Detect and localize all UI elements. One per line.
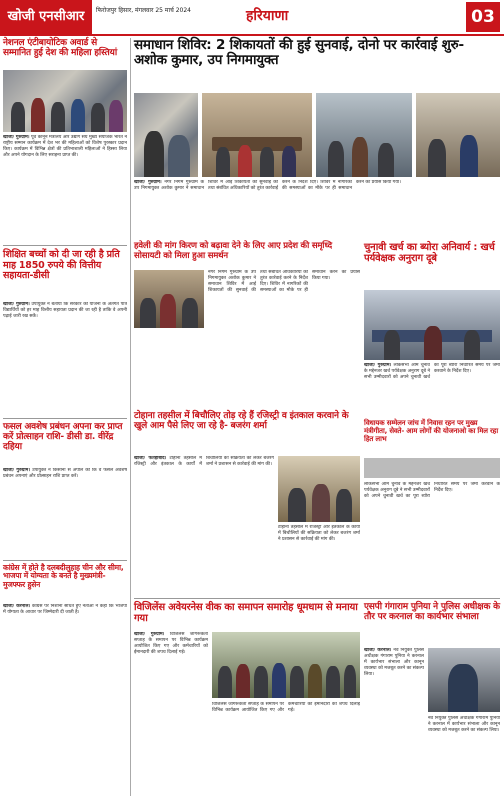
story-10-body-2: विजिलेंस जागरूकता सप्ताह के समापन पर विभिन्न कार्यक्रम आयोजित किए गए और कर्मचारियों को ईमानदारी की शपथ दिलाई गई। xyxy=(212,702,360,714)
story-8-headline: फसल अवशेष प्रबंधन अपना कर प्राप्त करें प्रोत्साहन राशि- डीसी डा. वीरेंद्र दहिया xyxy=(3,422,123,453)
story-5-body: खोजी/ गुरुग्राम। लोकसभा आम चुनाव के मद्देनजर खर्च पर्यवेक्षक अनुराग दूबे ने सभी उम्मीदवारों को अपने चुनावी खर्च का पूरा ब्योरा निर्धारित समय पर जमा करवाने के निर्देश दिए। xyxy=(364,363,500,381)
story-3-photo xyxy=(134,270,204,328)
story-7-photo xyxy=(364,458,500,478)
story-11-photo xyxy=(428,648,500,712)
story-9-headline: कांग्रेस में होते है दलबदीलुहाह चीन और सीमा, भाजपा में योग्यता के बनते है मुख्यमंत्री-मुजफ्फर हुसेन xyxy=(3,563,124,589)
story-2-headline: समाधान शिविर: 2 शिकायतों की हुई सुनवाई, दोनो पर कार्रवाई शुरु- अशोक कुमार, उप निगमायुक्त xyxy=(134,37,464,69)
story-3-body: नगर निगम गुरुग्राम के उप निगमायुक्त अशोक कुमार ने समाधान शिविर में आई शिकायतों की सुनवाई की तथा संबंधित अधिकारियों को तुरंत कार्रवाई करने के निर्देश दिए। शिविर में नागरिकों की समस्याओं का मौके पर ही समाधान करने का प्रयास किया गया। xyxy=(208,270,360,294)
story-2-photo-1 xyxy=(134,93,198,177)
section-title: हरियाणा xyxy=(246,8,289,24)
dateline: फिरोजपुर हिसार, मंगलवार 25 मार्च 2024 xyxy=(96,7,191,14)
story-4-headline: शिक्षित बच्चों को दी जा रही है प्रति माह 1850 रुपये की वित्तीय सहायता-डीसी xyxy=(3,249,120,282)
divider xyxy=(3,245,127,246)
story-1-headline: नेशनल एंटीबायोटिक अवार्ड से सम्मानित हुई देश की महिला हस्तियां xyxy=(3,38,117,59)
story-6-body-2: टोहाना तहसील में रजिस्ट्री और इंतकाल के कार्यों में बिचौलियों की सक्रियता को लेकर बजरंग शर्मा ने प्रशासन से कार्रवाई की मांग की। xyxy=(278,525,360,543)
divider xyxy=(3,418,127,419)
story-11-body: खोजी/ करनाल। नव नियुक्त पुलिस अधीक्षक गंगाराम पुनिया ने करनाल में कार्यभार संभाला और कानून व्यवस्था को मजबूत करने का संकल्प लिया। xyxy=(364,648,424,678)
story-1-body: खोजी/ गुरुग्राम। पूर्व कानून मंत्रालय और उद्योग संघ मुख्य संयोजक भारत ने राष्ट्रीय सम्मान कार्यक्रम में देश भर की महिलाओं को विशेष पुरस्कार प्रदान किए। कार्यक्रम में विभिन्न क्षेत्रों की प्रतिभाशाली महिलाओं ने हिस्सा लिया और अपने योगदान के लिए सराहना प्राप्त की। xyxy=(3,135,127,159)
story-11-headline: एसपी गंगाराम पुनिया ने पुलिस अधीक्षक के तौर पर करनाल का कार्यभार संभाला xyxy=(364,602,500,623)
page-number: 03 xyxy=(466,2,500,32)
story-2-photo-3 xyxy=(316,93,412,177)
story-9-body: खोजी/ करनाल। कांग्रेस पर निशाना साधते हुए नेताओं ने कहा कि भाजपा में योग्यता के आधार पर जिम्मेदारी दी जाती है। xyxy=(3,604,127,616)
story-3-headline: हवेली की मांग किरण को बढ़ावा देने के लिए आए प्रदेश की समृध्दि सोसायटी को मिला हुआ समर्थन xyxy=(134,241,332,261)
story-2-photo-4 xyxy=(416,93,500,177)
masthead xyxy=(0,0,504,36)
story-11-body-2: नव नियुक्त पुलिस अधीक्षक गंगाराम पुनिया ने करनाल में कार्यभार संभाला और कानून व्यवस्था को मजबूत करने का संकल्प लिया। xyxy=(428,716,500,734)
story-6-body: खोजी/ फतेहाबाद। टोहाना तहसील में रजिस्ट्री और इंतकाल के कार्यों में बिचौलियों की सक्रियता को लेकर बजरंग शर्मा ने प्रशासन से कार्रवाई की मांग की। xyxy=(134,456,274,468)
story-10-headline: विजिलेंस अवेयरनेस वीक का समापन समारोह धूमधाम से मनाया गया xyxy=(134,602,358,625)
story-8-body: खोजी/ गुरुग्राम। उपायुक्त ने किसानों से अपील की कि वे फसल अवशेष प्रबंधन अपनाएं और प्रोत्साहन राशि प्राप्त करें। xyxy=(3,468,127,480)
story-7-headline: विधायक सम्मेलन जांच में निवास रहन पर मुख्य मंत्रीगीता, सेवते- आम लोगों की योजनाओ का मिल रहा हित लाभ xyxy=(364,419,498,443)
divider xyxy=(134,598,500,599)
divider xyxy=(3,560,127,561)
story-6-photo xyxy=(278,456,360,522)
story-10-body: खोजी/ गुरुग्राम। विजिलेंस जागरूकता सप्ताह के समापन पर विभिन्न कार्यक्रम आयोजित किए गए और कर्मचारियों को ईमानदारी की शपथ दिलाई गई। xyxy=(134,632,208,656)
story-6-headline: टोहाना तहसील में बिचौलिए तोड़ रहे हैं रजिस्ट्री व इंतकाल करवाने के खुले आम पैसे लिए जा रहे है- बजरंग शर्मा xyxy=(134,411,349,432)
column-divider xyxy=(130,38,131,796)
story-5-headline: चुनावी खर्च का ब्योरा अनिवार्य : खर्च पर्यवेक्षक अनुराग दूबे xyxy=(364,242,495,265)
story-4-body: खोजी/ गुरुग्राम। उपायुक्त ने बताया कि सरकार की योजना के अंतर्गत पात्र विद्यार्थियों को हर माह वित्तीय सहायता प्रदान की जा रही है ताकि वे अपनी पढ़ाई जारी रख सकें। xyxy=(3,302,127,320)
story-5-photo xyxy=(364,290,500,360)
story-2-photo-2 xyxy=(202,93,312,177)
story-1-photo xyxy=(3,70,127,132)
story-7-body: लोकसभा आम चुनाव के मद्देनजर खर्च पर्यवेक्षक अनुराग दूबे ने सभी उम्मीदवारों को अपने चुनावी खर्च का पूरा ब्योरा निर्धारित समय पर जमा करवाने के निर्देश दिए। xyxy=(364,482,500,500)
brand-logo: खोजी एनसीआर xyxy=(0,0,92,34)
story-2-body: खोजी/ गुरुग्राम। नगर निगम गुरुग्राम के उप निगमायुक्त अशोक कुमार ने समाधान शिविर में आई शिकायतों की सुनवाई की तथा संबंधित अधिकारियों को तुरंत कार्रवाई करने के निर्देश दिए। शिविर में नागरिकों की समस्याओं का मौके पर ही समाधान करने का प्रयास किया गया। xyxy=(134,180,401,192)
story-10-photo xyxy=(212,632,360,698)
